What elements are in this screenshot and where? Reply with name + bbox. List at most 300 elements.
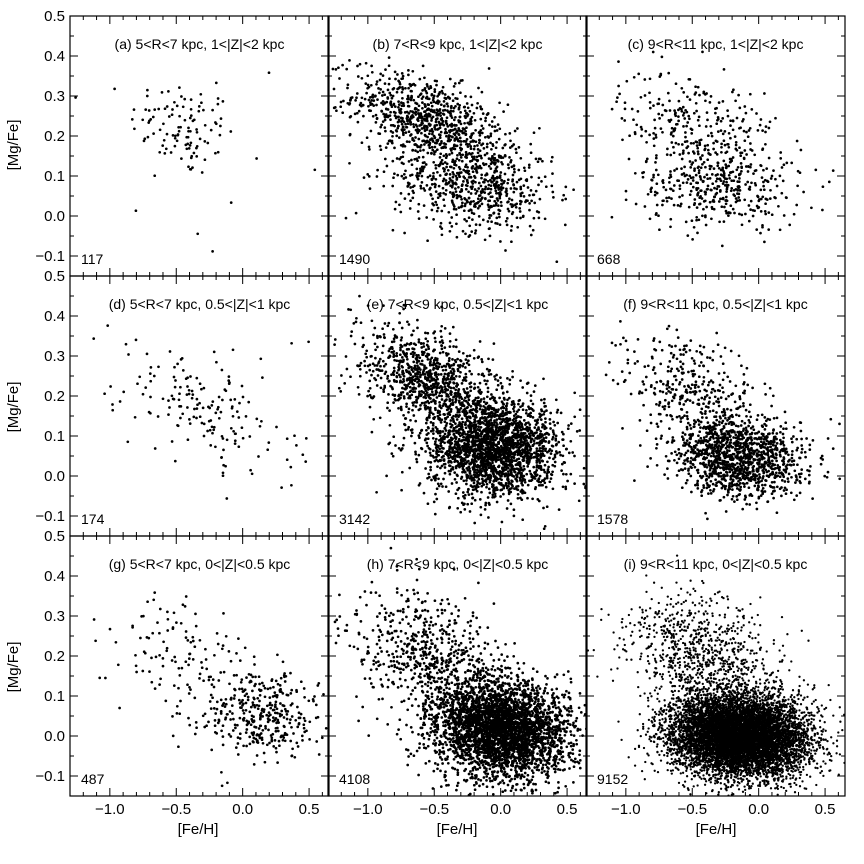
- data-point: [544, 417, 547, 420]
- data-point: [562, 444, 565, 447]
- panel-title: (d) 5<R<7 kpc, 0.5<|Z|<1 kpc: [109, 296, 291, 312]
- data-point: [146, 89, 149, 92]
- data-point: [782, 180, 785, 183]
- data-point: [454, 116, 457, 119]
- data-point: [465, 184, 468, 187]
- data-point: [401, 370, 404, 373]
- data-point: [621, 117, 624, 120]
- data-point: [437, 365, 440, 368]
- data-point: [211, 432, 214, 435]
- data-point: [412, 116, 415, 119]
- data-point: [520, 177, 523, 180]
- data-point: [199, 382, 202, 385]
- data-point: [634, 172, 637, 175]
- data-point: [427, 461, 430, 464]
- data-point: [517, 497, 520, 500]
- data-point: [513, 171, 516, 174]
- data-point: [668, 196, 671, 199]
- data-point: [504, 173, 507, 176]
- data-point: [533, 131, 536, 134]
- data-point: [691, 161, 694, 164]
- data-point: [410, 435, 413, 438]
- data-point: [686, 121, 689, 124]
- data-point: [509, 139, 512, 142]
- data-point: [398, 393, 401, 396]
- data-point: [393, 379, 396, 382]
- data-point: [445, 172, 448, 175]
- data-point: [473, 175, 476, 178]
- data-point: [442, 413, 445, 416]
- data-point: [677, 204, 680, 207]
- data-point: [453, 167, 456, 170]
- data-point: [419, 374, 422, 377]
- data-point: [459, 137, 462, 140]
- data-point: [759, 124, 762, 127]
- data-point: [405, 131, 408, 134]
- data-point: [191, 397, 194, 400]
- data-point: [546, 460, 549, 463]
- data-point: [507, 163, 510, 166]
- data-point: [670, 141, 673, 144]
- data-point: [447, 353, 450, 356]
- panel-frame: [586, 16, 845, 276]
- data-point: [672, 189, 675, 192]
- data-point: [482, 127, 485, 130]
- data-point: [423, 404, 426, 407]
- data-point: [433, 111, 436, 114]
- data-point: [689, 193, 692, 196]
- data-point: [384, 119, 387, 122]
- data-point: [438, 404, 441, 407]
- data-point: [392, 435, 395, 438]
- data-point: [398, 203, 401, 206]
- data-point: [528, 166, 531, 169]
- data-point: [432, 432, 435, 435]
- data-point: [578, 499, 581, 502]
- data-point: [176, 363, 179, 366]
- data-point: [459, 190, 462, 193]
- data-point: [468, 209, 471, 212]
- data-point: [738, 199, 741, 202]
- data-point: [449, 191, 452, 194]
- data-point: [445, 485, 448, 488]
- data-point: [652, 137, 655, 140]
- data-point: [732, 179, 735, 182]
- data-point: [478, 205, 481, 208]
- data-point: [381, 369, 384, 372]
- data-point: [496, 181, 499, 184]
- data-point: [446, 125, 449, 128]
- data-point: [438, 122, 441, 125]
- data-point: [364, 352, 367, 355]
- data-point: [458, 166, 461, 169]
- data-point: [725, 190, 728, 193]
- data-point: [672, 135, 675, 138]
- data-point: [739, 154, 742, 157]
- data-point: [710, 95, 713, 98]
- data-point: [163, 152, 166, 155]
- data-point: [494, 163, 497, 166]
- y-tick-label: 0.1: [44, 428, 65, 445]
- data-point: [380, 386, 383, 389]
- data-point: [727, 146, 730, 149]
- data-point: [472, 400, 475, 403]
- data-point: [180, 358, 183, 361]
- data-point: [378, 360, 381, 363]
- data-point: [410, 133, 413, 136]
- data-point: [538, 477, 541, 480]
- data-point: [625, 80, 628, 83]
- data-point: [559, 454, 562, 457]
- data-point: [682, 181, 685, 184]
- data-point: [149, 396, 152, 399]
- data-point: [204, 124, 207, 127]
- data-point: [433, 501, 436, 504]
- data-point: [699, 176, 702, 179]
- data-point: [449, 332, 452, 335]
- data-point: [434, 408, 437, 411]
- data-point: [429, 393, 432, 396]
- data-point: [525, 412, 528, 415]
- data-point: [635, 123, 638, 126]
- data-point: [396, 372, 399, 375]
- data-point: [394, 399, 397, 402]
- data-point: [430, 108, 433, 111]
- data-point: [649, 188, 652, 191]
- panel-frame: [70, 16, 329, 276]
- data-point: [188, 147, 191, 150]
- data-point: [323, 366, 326, 369]
- data-point: [358, 393, 361, 396]
- data-point: [393, 340, 396, 343]
- data-point: [470, 200, 473, 203]
- data-point: [402, 151, 405, 154]
- data-point: [681, 158, 684, 161]
- data-point: [513, 508, 516, 511]
- data-point: [362, 344, 365, 347]
- data-point: [771, 175, 774, 178]
- data-point: [372, 96, 375, 99]
- data-point: [387, 89, 390, 92]
- data-point: [393, 87, 396, 90]
- data-point: [435, 121, 438, 124]
- data-point: [478, 139, 481, 142]
- data-point: [454, 478, 457, 481]
- data-point: [455, 338, 458, 341]
- data-point: [479, 408, 482, 411]
- data-point: [437, 99, 440, 102]
- data-point: [686, 95, 689, 98]
- y-tick-label: 0.0: [44, 208, 65, 225]
- data-point: [709, 125, 712, 128]
- data-point: [479, 340, 482, 343]
- data-point: [391, 185, 394, 188]
- data-point: [436, 117, 439, 120]
- data-point: [439, 111, 442, 114]
- data-point: [446, 422, 449, 425]
- data-point: [631, 108, 634, 111]
- data-point: [418, 124, 421, 127]
- data-point: [537, 426, 540, 429]
- data-point: [248, 435, 251, 438]
- data-point: [199, 93, 202, 96]
- data-point: [379, 73, 382, 76]
- data-point: [704, 191, 707, 194]
- data-point: [480, 108, 483, 111]
- data-point: [434, 164, 437, 167]
- data-point: [401, 373, 404, 376]
- data-point: [382, 100, 385, 103]
- data-point: [370, 65, 373, 68]
- data-point: [542, 507, 545, 510]
- data-point: [540, 180, 543, 183]
- data-point: [430, 178, 433, 181]
- data-point: [713, 208, 716, 211]
- data-point: [474, 499, 477, 502]
- data-point: [465, 188, 468, 191]
- data-point: [446, 389, 449, 392]
- data-point: [245, 415, 248, 418]
- data-point: [462, 491, 465, 494]
- data-point: [154, 447, 157, 450]
- data-point: [237, 416, 240, 419]
- data-point: [392, 401, 395, 404]
- data-point: [530, 234, 533, 237]
- data-point: [414, 149, 417, 152]
- data-point: [433, 183, 436, 186]
- data-point: [451, 184, 454, 187]
- data-point: [640, 135, 643, 138]
- data-point: [487, 180, 490, 183]
- data-point: [779, 157, 782, 160]
- data-point: [512, 165, 515, 168]
- data-point: [454, 82, 457, 85]
- data-point: [681, 143, 684, 146]
- data-point: [391, 160, 394, 163]
- data-point: [231, 407, 234, 410]
- data-point: [494, 222, 497, 225]
- data-point: [348, 59, 351, 62]
- data-point: [661, 104, 664, 107]
- data-point: [682, 149, 685, 152]
- data-point: [387, 322, 390, 325]
- data-point: [360, 362, 363, 365]
- data-point: [486, 146, 489, 149]
- data-point: [426, 116, 429, 119]
- data-point: [418, 217, 421, 220]
- data-point: [456, 144, 459, 147]
- data-point: [685, 221, 688, 224]
- data-point: [517, 493, 520, 496]
- data-point: [174, 460, 177, 463]
- data-point: [507, 178, 510, 181]
- data-point: [680, 87, 683, 90]
- data-point: [173, 398, 176, 401]
- data-point: [162, 122, 165, 125]
- data-point: [689, 182, 692, 185]
- data-point: [711, 182, 714, 185]
- data-point: [427, 176, 430, 179]
- data-point: [706, 173, 709, 176]
- data-point: [682, 125, 685, 128]
- data-point: [425, 437, 428, 440]
- data-point: [405, 403, 408, 406]
- data-point: [734, 99, 737, 102]
- data-point: [669, 225, 672, 228]
- data-point: [435, 373, 438, 376]
- data-point: [420, 342, 423, 345]
- points-group: [310, 295, 606, 538]
- data-point: [513, 429, 516, 432]
- data-point: [481, 361, 484, 364]
- data-point: [693, 112, 696, 115]
- data-point: [450, 110, 453, 113]
- data-point: [370, 374, 373, 377]
- data-point: [423, 110, 426, 113]
- data-point: [429, 364, 432, 367]
- data-point: [690, 190, 693, 193]
- data-point: [478, 215, 481, 218]
- data-point: [748, 204, 751, 207]
- data-point: [468, 197, 471, 200]
- data-point: [697, 119, 700, 122]
- data-point: [443, 97, 446, 100]
- data-point: [524, 169, 527, 172]
- data-point: [736, 192, 739, 195]
- data-point: [366, 136, 369, 139]
- data-point: [735, 168, 738, 171]
- data-point: [437, 477, 440, 480]
- data-point: [516, 480, 519, 483]
- data-point: [769, 189, 772, 192]
- data-point: [562, 438, 565, 441]
- data-point: [487, 390, 490, 393]
- data-point: [611, 216, 614, 219]
- data-point: [363, 360, 366, 363]
- data-point: [477, 166, 480, 169]
- data-point: [471, 167, 474, 170]
- data-point: [725, 181, 728, 184]
- data-point: [456, 97, 459, 100]
- data-point: [657, 173, 660, 176]
- data-point: [713, 187, 716, 190]
- data-point: [209, 444, 212, 447]
- data-point: [408, 377, 411, 380]
- data-point: [526, 426, 529, 429]
- data-point: [739, 152, 742, 155]
- data-point: [676, 123, 679, 126]
- data-point: [508, 132, 511, 135]
- data-point: [322, 364, 325, 367]
- data-point: [737, 196, 740, 199]
- data-point: [462, 175, 465, 178]
- data-point: [419, 432, 422, 435]
- data-point: [761, 176, 764, 179]
- data-point: [426, 340, 429, 343]
- data-point: [528, 164, 531, 167]
- data-point: [760, 198, 763, 201]
- data-point: [704, 99, 707, 102]
- data-point: [397, 100, 400, 103]
- data-point: [668, 181, 671, 184]
- data-point: [366, 173, 369, 176]
- data-point: [432, 99, 435, 102]
- data-point: [743, 157, 746, 160]
- data-point: [738, 127, 741, 130]
- data-point: [449, 173, 452, 176]
- data-point: [743, 149, 746, 152]
- data-point: [374, 95, 377, 98]
- data-point: [448, 470, 451, 473]
- data-point: [507, 485, 510, 488]
- data-point: [484, 117, 487, 120]
- data-point: [464, 109, 467, 112]
- data-point: [509, 379, 512, 382]
- data-point: [447, 105, 450, 108]
- data-point: [642, 171, 645, 174]
- data-point: [720, 205, 723, 208]
- data-point: [680, 203, 683, 206]
- data-point: [422, 384, 425, 387]
- data-point: [395, 355, 398, 358]
- data-point: [493, 179, 496, 182]
- data-point: [450, 387, 453, 390]
- data-point: [407, 95, 410, 98]
- data-point: [495, 374, 498, 377]
- data-point: [191, 393, 194, 396]
- data-point: [379, 145, 382, 148]
- data-point: [415, 124, 418, 127]
- data-point: [498, 154, 501, 157]
- data-point: [400, 101, 403, 104]
- data-point: [563, 461, 566, 464]
- data-point: [385, 115, 388, 118]
- data-point: [652, 104, 655, 107]
- data-point: [673, 169, 676, 172]
- data-point: [341, 111, 344, 114]
- data-point: [222, 449, 225, 452]
- data-point: [467, 419, 470, 422]
- data-point: [732, 170, 735, 173]
- data-point: [520, 195, 523, 198]
- data-point: [426, 417, 429, 420]
- data-point: [722, 160, 725, 163]
- data-point: [242, 396, 245, 399]
- data-point: [92, 337, 95, 340]
- data-point: [453, 471, 456, 474]
- data-point: [445, 369, 448, 372]
- data-point: [61, 333, 64, 336]
- data-point: [743, 198, 746, 201]
- data-point: [189, 422, 192, 425]
- data-point: [810, 206, 813, 209]
- data-point: [404, 344, 407, 347]
- data-point: [649, 107, 652, 110]
- data-point: [455, 437, 458, 440]
- data-point: [693, 198, 696, 201]
- data-point: [416, 172, 419, 175]
- data-point: [358, 295, 361, 298]
- data-point: [417, 378, 420, 381]
- data-point: [472, 132, 475, 135]
- data-point: [465, 392, 468, 395]
- data-point: [456, 103, 459, 106]
- data-point: [460, 360, 463, 363]
- data-point: [479, 105, 482, 108]
- data-point: [500, 156, 503, 159]
- data-point: [661, 114, 664, 117]
- data-point: [683, 112, 686, 115]
